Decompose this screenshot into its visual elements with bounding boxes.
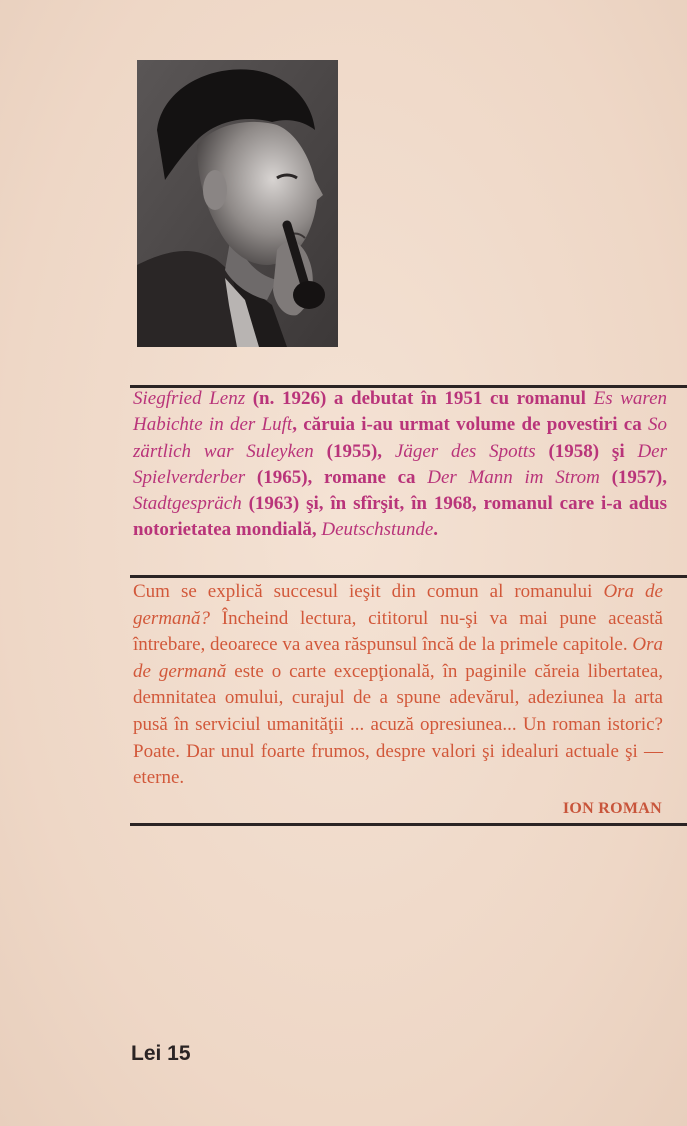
bio-text: , căruia i-au urmat volume de povestiri ca <box>292 414 648 436</box>
review-sentence: Încheind lectura, cititorul nu-şi va mai pune această întrebare, deoarece va avea răspunsul încă de la primele capitole. <box>133 607 663 656</box>
book-title: Der Spielverderber <box>133 440 668 488</box>
price-label: Lei 15 <box>131 1042 191 1065</box>
book-title: Der Mann im Strom <box>427 466 600 488</box>
book-title: Stadtgespräch <box>133 493 242 515</box>
author-name: Siegfried Lenz <box>133 388 246 409</box>
review-sentence: Cum se explică succesul ieşit din comun al romanului <box>133 581 604 602</box>
bio-text: (1955), <box>313 440 395 462</box>
book-title: Deutschstunde <box>321 519 434 541</box>
book-title: Es waren Habichte in der Luft <box>133 388 668 436</box>
book-title: Jäger des Spotts <box>394 440 536 462</box>
bio-text: (1963) şi, în sfîrşit, în 1968, romanul care i-a adus notorietatea mondială, <box>133 493 667 541</box>
book-title: So zärtlich war Suleyken <box>133 414 667 462</box>
bio-text: (n. 1926) a debutat în 1951 cu romanul <box>245 388 594 409</box>
divider-middle <box>130 575 687 578</box>
bio-text: (1957), <box>599 466 667 488</box>
bio-text: (1965), romane ca <box>245 466 428 488</box>
book-title: Ora de germană? <box>133 581 663 629</box>
review-author: ION ROMAN <box>562 800 662 817</box>
author-biography <box>133 386 667 544</box>
bio-text: . <box>433 519 439 541</box>
author-portrait <box>137 60 338 347</box>
divider-bottom <box>130 823 687 826</box>
book-title: Ora de germană <box>133 634 663 682</box>
review-sentence: este o carte excepţională, în paginile căreia libertatea, demnitatea omului, curajul de a spune adevărul, adeziunea la arta pusă în serviciul umanităţii ... acuză opresiunea... Un roman istoric? Poate. Dar unul foarte frumos, despre valori şi idealuri actuale şi — eterne. <box>133 660 663 789</box>
review-text <box>133 579 663 792</box>
bio-text: (1958) şi <box>535 440 638 462</box>
